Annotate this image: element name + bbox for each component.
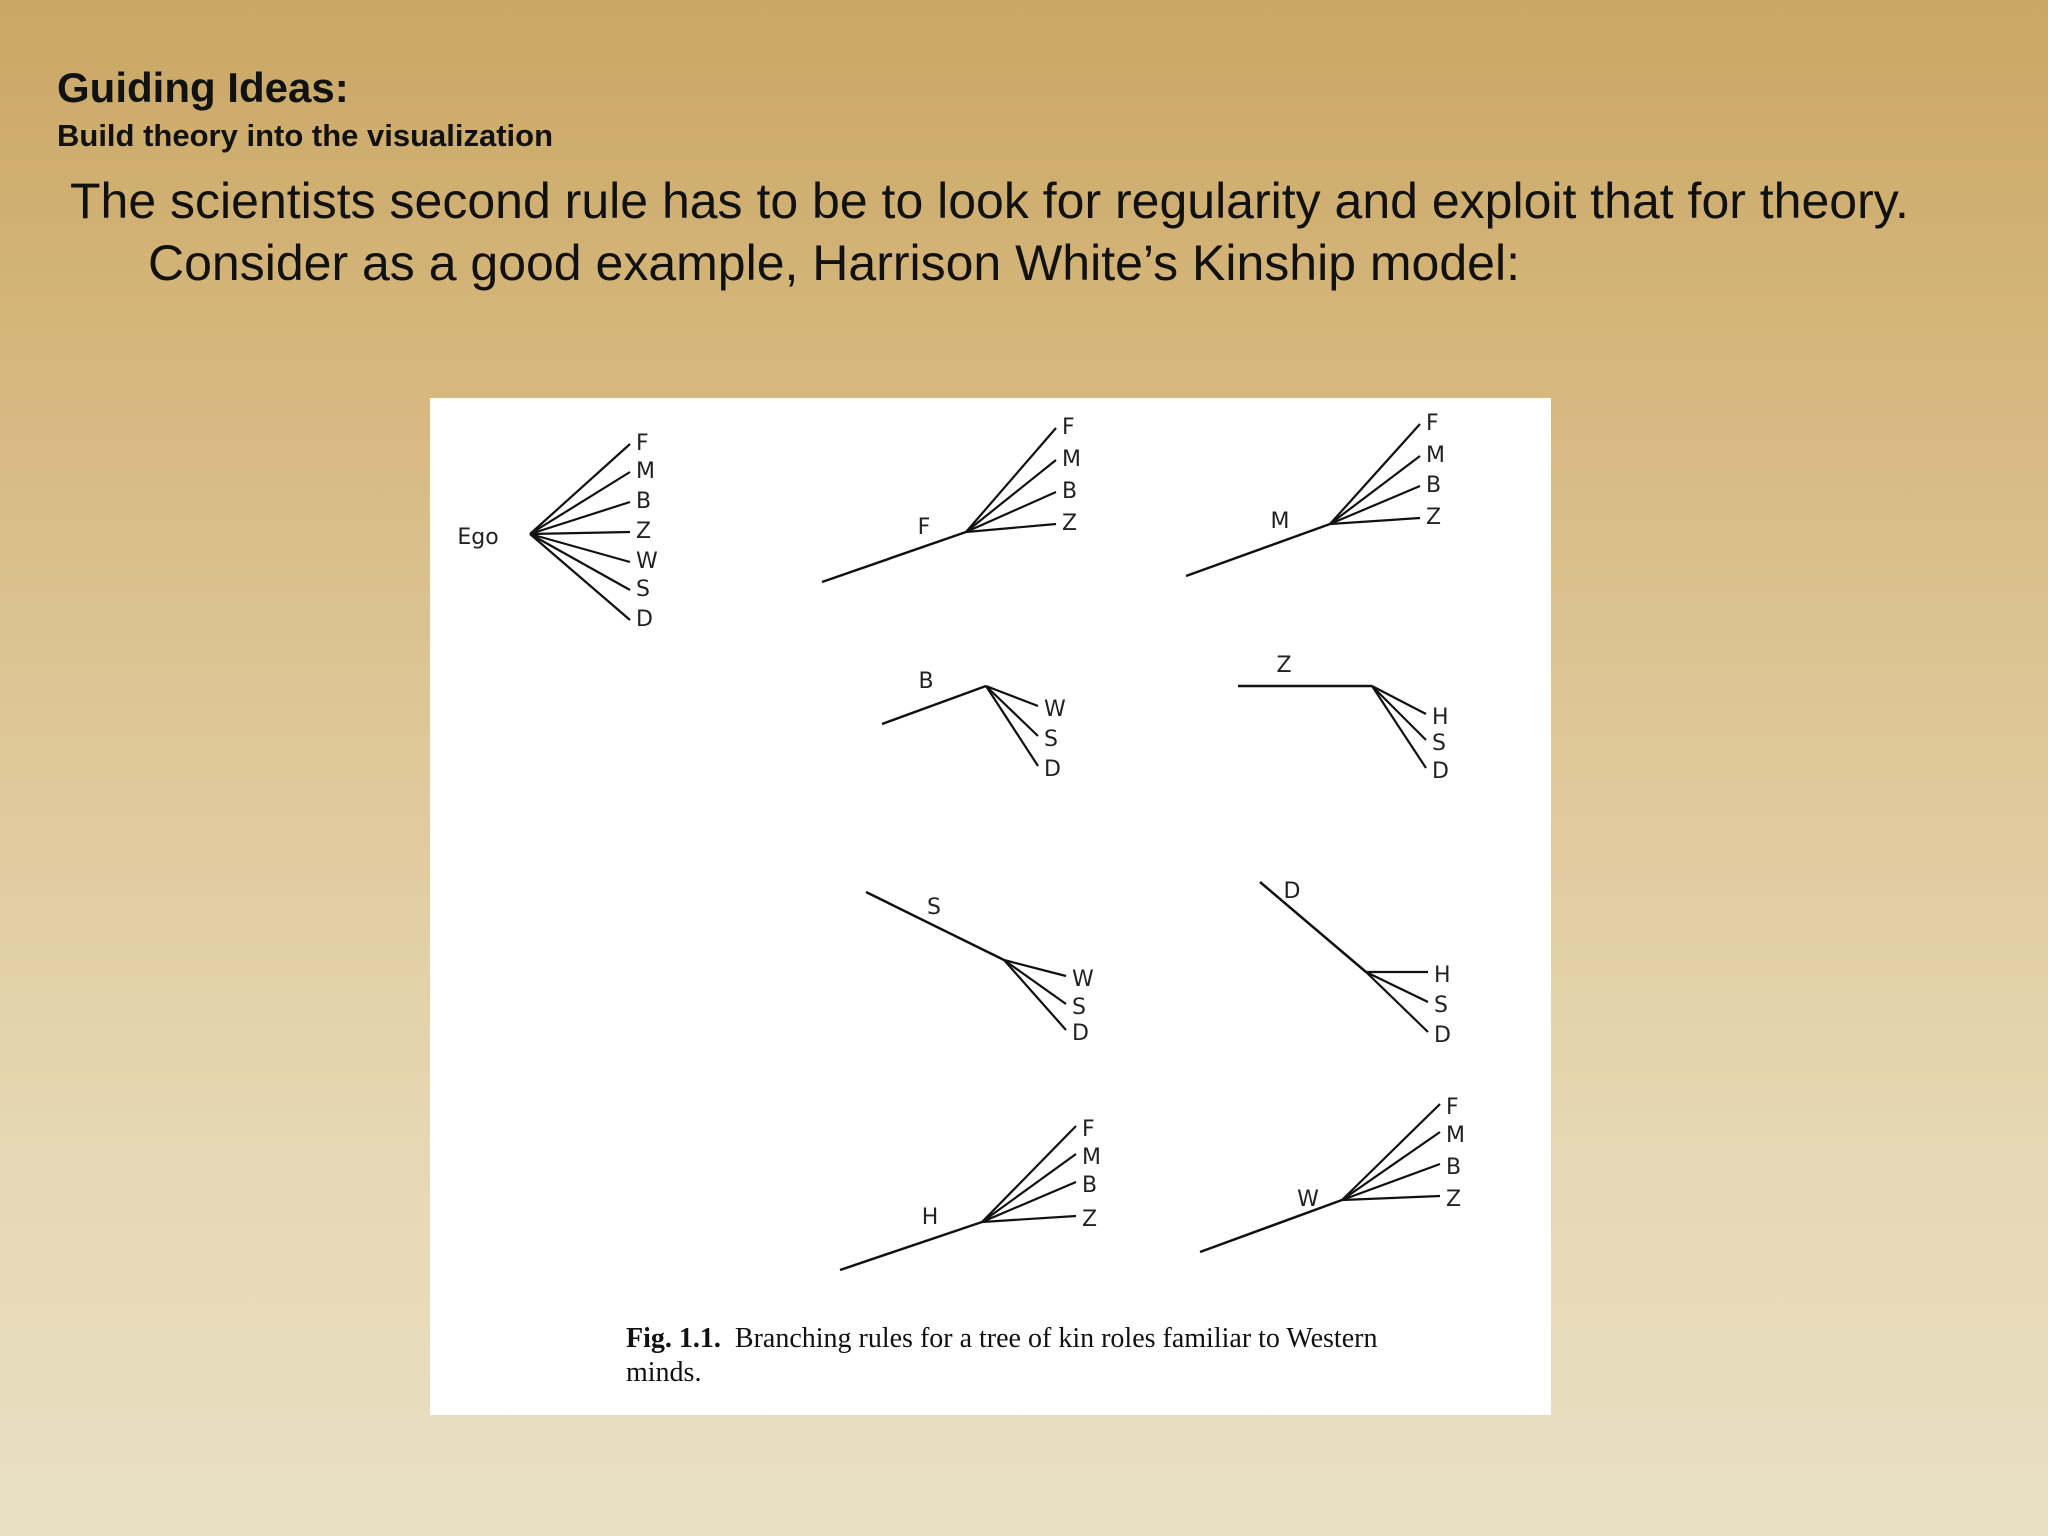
tree-branch-line [1366,972,1428,1032]
slide-heading: Guiding Ideas: [57,64,349,111]
tree-branch-line [1372,686,1426,740]
tree-stem-line [1186,524,1330,576]
figure-caption-text: Branching rules for a tree of kin roles familiar to Western minds. [626,1323,1378,1388]
tree-branch-line [1342,1164,1440,1200]
tree-branch-label: D [1432,759,1449,784]
kin-tree-h [840,1117,1101,1270]
tree-branch-label: W [1072,967,1094,992]
tree-branch-line [1342,1104,1440,1200]
tree-branch-line [530,532,630,534]
tree-branch-line [530,534,630,590]
tree-branch-label: D [1044,757,1061,782]
tree-branch-label: B [1062,479,1078,504]
tree-branch-label: M [1082,1145,1101,1170]
tree-branch-line [1004,960,1066,1030]
tree-branch-label: Z [1062,511,1078,536]
tree-branch-line [966,460,1056,532]
tree-root-label: D [1283,879,1301,904]
tree-branch-line [1330,424,1420,524]
tree-branch-label: B [1446,1155,1462,1180]
tree-branch-label: S [1072,995,1086,1020]
kin-tree-m [1186,411,1445,576]
tree-root-label: S [927,895,941,920]
tree-branch-label: F [1082,1117,1095,1142]
figure-caption-label: Fig. 1.1. [626,1323,721,1354]
tree-branch-label: Z [1082,1207,1098,1232]
tree-branch-label: M [636,459,655,484]
tree-branch-line [530,472,630,534]
tree-branch-label: M [1446,1123,1465,1148]
tree-branch-line [1342,1196,1440,1200]
kin-tree-ego [457,431,658,632]
tree-root-label: F [917,515,931,540]
tree-branch-label: F [1446,1095,1459,1120]
tree-branch-line [1004,960,1066,976]
tree-branch-label: D [1072,1021,1089,1046]
tree-stem-line [840,1222,982,1270]
tree-root-label: H [921,1205,939,1230]
tree-branch-line [1372,686,1426,768]
tree-branch-label: H [1434,963,1451,988]
tree-branch-label: S [636,577,650,602]
tree-branch-label: B [636,489,652,514]
kinship-diagram [430,398,1551,1415]
slide-body-text: The scientists second rule has to be to look for regularity and exploit that for theory. Consider as a good example, Harrison White’s Kinship model: [70,173,1909,291]
kinship-figure [430,398,1551,1415]
tree-branch-line [982,1126,1076,1222]
tree-branch-label: W [1044,697,1066,722]
kin-tree-w [1200,1095,1465,1252]
tree-branch-label: D [636,607,653,632]
tree-branch-label: S [1432,731,1446,756]
figure-caption [626,1322,1426,1390]
tree-branch-label: B [1082,1173,1098,1198]
tree-root-label: W [1297,1187,1319,1212]
tree-stem-line [882,686,986,724]
tree-branch-line [530,502,630,534]
tree-branch-label: Z [1426,505,1442,530]
tree-branch-label: M [1426,443,1445,468]
tree-branch-label: S [1044,727,1058,752]
tree-branch-line [966,428,1056,532]
tree-root-label: Z [1276,653,1292,678]
tree-branch-label: Z [1446,1187,1462,1212]
kin-tree-f [822,415,1081,582]
tree-branch-label: F [1426,411,1439,436]
tree-branch-line [530,444,630,534]
kin-tree-s [866,892,1094,1046]
tree-branch-label: S [1434,993,1448,1018]
tree-branch-label: H [1432,705,1449,730]
kin-tree-d [1260,879,1451,1048]
tree-branch-line [1342,1132,1440,1200]
tree-branch-line [1004,960,1066,1004]
tree-root-label: M [1270,509,1290,534]
slide-subheading: Build theory into the visualization [57,118,554,153]
tree-root-label: B [918,669,934,694]
kin-tree-b [882,669,1066,782]
tree-branch-label: W [636,549,658,574]
tree-branch-label: F [636,431,649,456]
tree-branch-label: Z [636,519,652,544]
tree-stem-line [1200,1200,1342,1252]
tree-stem-line [822,532,966,582]
tree-branch-line [986,686,1038,766]
tree-branch-line [1366,972,1428,1002]
tree-branch-line [986,686,1038,736]
kin-tree-z [1238,653,1449,784]
tree-branch-label: M [1062,447,1081,472]
tree-branch-label: D [1434,1023,1451,1048]
tree-branch-label: B [1426,473,1442,498]
tree-branch-label: F [1062,415,1075,440]
tree-branch-line [1330,456,1420,524]
tree-root-label: Ego [457,525,499,550]
tree-stem-line [1260,882,1366,972]
